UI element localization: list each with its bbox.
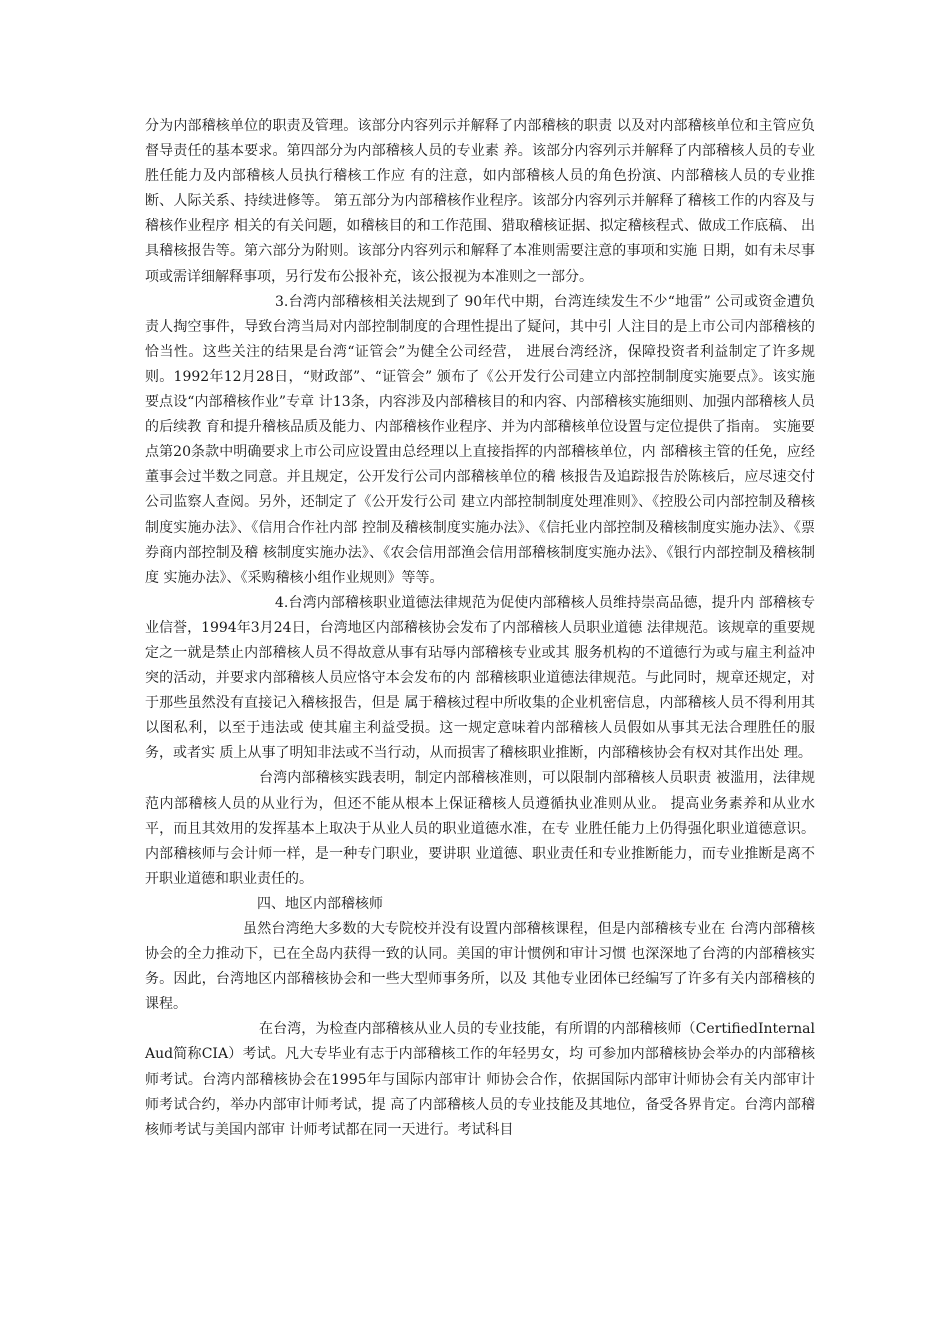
paragraph-3: 4.台湾内部稽核职业道德法律规范为促使内部稽核人员维持崇高品德，提升内 部稽核专业信誉，1994年3月24日，台湾地区内部稽核协会发布了内部稽核人员职业道德 法律规范。该规章的重要规定之一就是禁止内部稽核人员不得故意从事有玷辱内部稽核专业或其 服务机构的不道德行为或与雇主利益冲突的活动，并要求内部稽核人员应恪守本会发布的内 部稽核职业道德法律规范。与此同时，规章还规定，对于那些虽然没有直接记入稽核报告，但是 属于稽核过程中所收集的企业机密信息，内部稽核人员不得利用其以图私利，以至于违法或 使其雇主利益受损。这一规定意味着内部稽核人员假如从事其无法合理胜任的服务，或者实 质上从事了明知非法或不当行动，从而损害了稽核职业推断，内部稽核协会有权对其作出处 理。: [145, 594, 815, 762]
paragraph-1: 分为内部稽核单位的职责及管理。该部分内容列示并解释了内部稽核的职责 以及对内部稽核单位和主管应负督导责任的基本要求。第四部分为内部稽核人员的专业素 养。该部分内容列示并解释了内部稽核人员的专业胜任能力及内部稽核人员执行稽核工作应 有的注意，如内部稽核人员的角色扮演、内部稽核人员的专业推断、人际关系、持续进修等。 第五部分为内部稽核作业程序。该部分内容列示并解释了稽核工作的内容及与稽核作业程序 相关的有关问题，如稽核目的和工作范围、猎取稽核证据、拟定稽核程式、做成工作底稿、 出具稽核报告等。第六部分为附则。该部分内容列示和解释了本准则需要注意的事项和实施 日期，如有未尽事项或需详细解释事项，另行发布公报补充，该公报视为本准则之一部分。: [145, 118, 815, 285]
paragraph-4: 台湾内部稽核实践表明，制定内部稽核准则，可以限制内部稽核人员职责 被滥用，法律规范内部稽核人员的从业行为，但还不能从根本上保证稽核人员遵循执业准则从业。 提高业务素养和从业水平，而且其效用的发挥基本上取决于从业人员的职业道德水准，在专 业胜任能力上仍得强化职业道德意识。内部稽核师与会计师一样，是一种专门职业，要讲职 业道德、职业责任和专业推断能力，而专业推断是离不开职业道德和职业责任的。: [145, 770, 815, 887]
document-body: [145, 114, 815, 1143]
section-heading: 四、地区内部稽核师: [257, 895, 383, 912]
paragraph-2: 3.台湾内部稽核相关法规到了 90年代中期，台湾连续发生不少“地雷” 公司或资金遭负责人掏空事件，导致台湾当局对内部控制制度的合理性提出了疑问，其中引 人注目的是上市公司内部稽核的恰当性。这些关注的结果是台湾“证管会”为健全公司经营， 进展台湾经济，保障投资者利益制定了许多规则。1992年12月28日，“财政部”、“证管会” 颁布了《公开发行公司建立内部控制制度实施要点》。该实施要点设“内部稽核作业”专章 计13条，内容涉及内部稽核目的和内容、内部稽核实施细则、加强内部稽核人员的后续教 育和提升稽核品质及能力、内部稽核作业程序、并为内部稽核单位设置与定位提供了指南。 实施要点第20条款中明确要求上市公司应设置由总经理以上直接指挥的内部稽核单位，内 部稽核主管的任免，应经董事会过半数之同意。并且规定，公开发行公司内部稽核单位的稽 核报告及追踪报告於陈核后，应尽速交付公司监察人查阅。另外，还制定了《公开发行公司 建立内部控制制度处理准则》、《控股公司内部控制及稽核制度实施办法》、《信用合作社内部 控制及稽核制度实施办法》、《信托业内部控制及稽核制度实施办法》、《票券商内部控制及稽 核制度实施办法》、《农会信用部渔会信用部稽核制度实施办法》、《银行内部控制及稽核制度 实施办法》、《采购稽核小组作业规则》等等。: [145, 293, 815, 586]
paragraph-5: 虽然台湾绝大多数的大专院校并没有设置内部稽核课程，但是内部稽核专业在 台湾内部稽核协会的全力推动下，已在全岛内获得一致的认同。美国的审计惯例和审计习惯 也深深地了台湾的内部稽核实务。因此，台湾地区内部稽核协会和一些大型师事务所，以及 其他专业团体已经编写了许多有关内部稽核的课程。: [145, 921, 815, 1013]
paragraph-6: 在台湾，为检查内部稽核从业人员的专业技能，有所谓的内部稽核师（CertifiedInternalAud简称CIA）考试。凡大专毕业有志于内部稽核工作的年轻男女，均 可参加内部稽核协会举办的内部稽核师考试。台湾内部稽核协会在1995年与国际内部审计 师协会合作，依据国际内部审计师协会有关内部审计师考试合约，举办内部审计师考试，提 高了内部稽核人员的专业技能及其地位，备受各界肯定。台湾内部稽核师考试与美国内部审 计师考试都在同一天进行。考试科目: [145, 1021, 815, 1138]
